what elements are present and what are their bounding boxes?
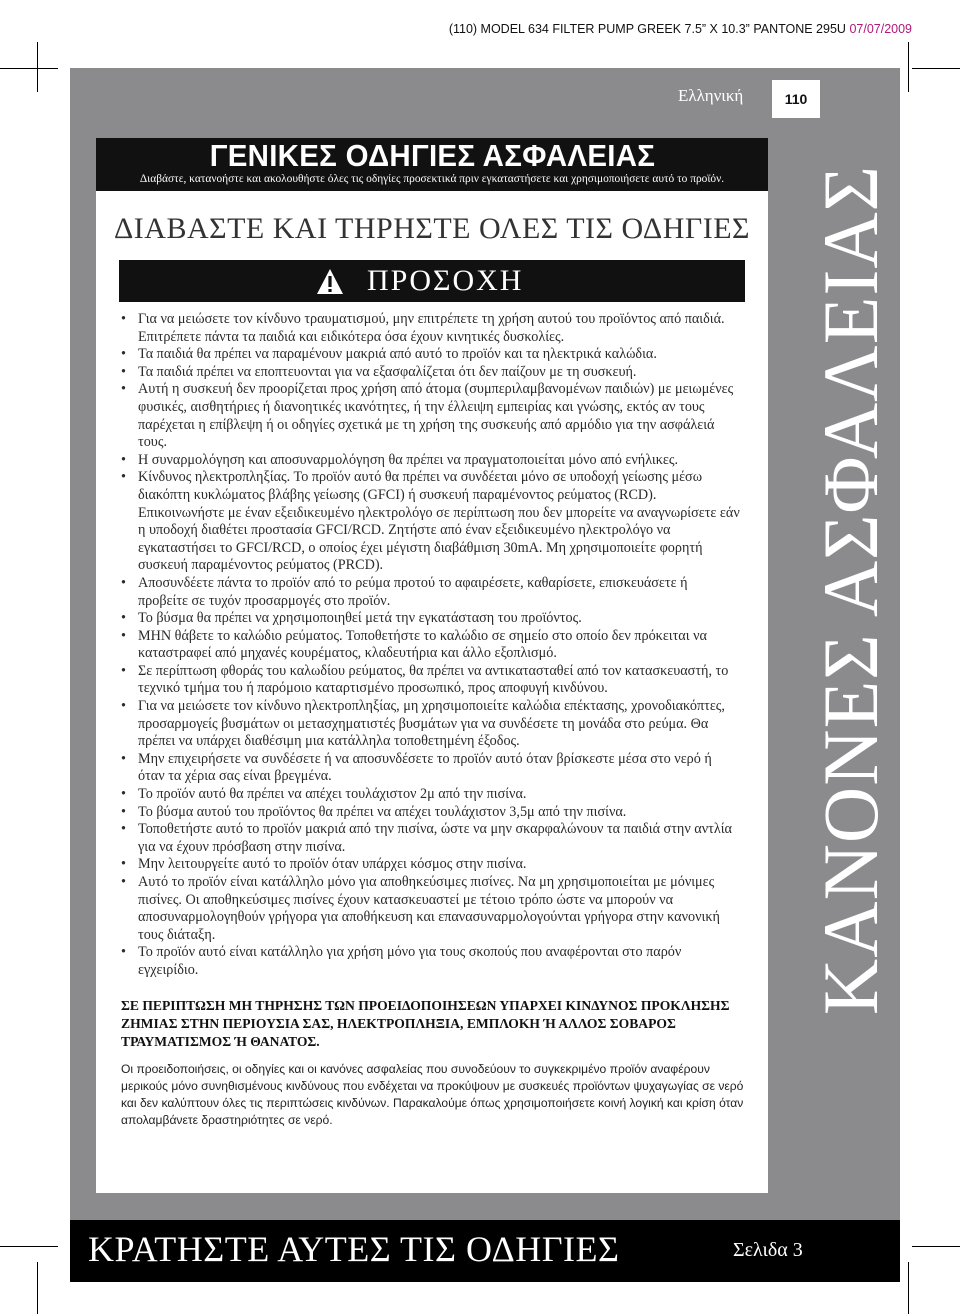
crop-mark bbox=[0, 68, 58, 69]
safety-bullet-item: • ΜΗΝ θάβετε το καλώδιο ρεύματος. Τοποθετήστε το καλώδιο σε σημείο στο οποίο δεν πρόκειται να καταστραφεί από μηχανές κουρέματος, κλαδευτήρια και άλλο εξοπλισμό. bbox=[119, 628, 740, 663]
crop-mark bbox=[912, 1246, 960, 1247]
read-all-instructions-title: ΔΙΑΒΑΣΤΕ ΚΑΙ ΤΗΡΗΣΤΕ ΟΛΕΣ ΤΙΣ ΟΔΗΓΙΕΣ bbox=[114, 212, 750, 245]
safety-bullet-item: • Αποσυνδέετε πάντα το προϊόν από το ρεύμα προτού το αφαιρέσετε, καθαρίσετε, επισκευάσετε ή προβείτε σε τυχόν προσαρμογές στο προϊόν. bbox=[119, 575, 740, 610]
print-info-text: (110) MODEL 634 FILTER PUMP GREEK 7.5” X 10.3” PANTONE 295U bbox=[448, 22, 846, 36]
safety-bullet-item: • Σε περίπτωση φθοράς του καλωδίου ρεύματος, θα πρέπει να αντικατασταθεί από τον κατασκευαστή, το τεχνικό τμήμα του ή παρόμοιο καταρτισμένο προσωπικό, προς αποφυγή κινδύνου. bbox=[119, 663, 740, 698]
print-date: 07/07/2009 bbox=[849, 22, 912, 36]
language-label: Ελληνική bbox=[678, 86, 744, 105]
safety-bullet-item: • Το προϊόν αυτό θα πρέπει να απέχει τουλάχιστον 2μ από την πισίνα. bbox=[119, 786, 740, 804]
page-number-badge: 110 bbox=[772, 80, 820, 118]
safety-bullet-item: • Τα παιδιά πρέπει να εποπτευονται για να εξασφαλίζεται ότι δεν παίζουν με τη συσκευή. bbox=[119, 364, 740, 382]
footer-bar bbox=[70, 1220, 900, 1282]
safety-bullet-list bbox=[119, 311, 740, 980]
final-disclaimer-text: Οι προειδοποιήσεις, οι οδηγίες και οι κανόνες ασφαλείας που συνοδεύουν το συγκεκριμένο προϊόν αναφέρουν μερικούς μόνο συνηθισμένους κινδύνους που ενδέχεται να προκύψουν με συσκευές προϊόντων ψυχαγωγίας σε νερό και δεν καλύπτουν όλες τις περιπτώσεις κινδύνων. Παρακαλούμε όπως χρησιμοποιήσετε κοινή λογική και κρίση όταν απολαμβάνετε δραστηριότητες σε νερό. bbox=[121, 1061, 744, 1128]
safety-bullet-item: • Κίνδυνος ηλεκτροπληξίας. Το προϊόν αυτό θα πρέπει να συνδέεται μόνο σε υποδοχή γείωσης μέσω διακόπτη κυκλώματος βλάβης γείωσης (GFCI) ή συσκευή παραμένοντος ρεύματος (RCD). Επικοινωνήστε με έναν εξειδικευμένο ηλεκτρολόγο σε περίπτωση που δεν μπορείτε να αναγνωρίσετε εάν η υποδοχή διαθέτει προστασία GFCI/RCD. Ζητήστε από έναν εξειδικευμένο ηλεκτρολόγο να εγκαταστήσει το GFCI/RCD, ο οποίος έχει μέγιστη διαβάθμιση 30mA. Μη χρησιμοποιείτε φορητή συσκευή παραμένοντος ρεύματος (PRCD). bbox=[119, 469, 740, 575]
safety-bullet-item: • Το προϊόν αυτό είναι κατάλληλο για χρήση μόνο για τους σκοπούς που αναφέρονται στο παρόν εγχειρίδιο. bbox=[119, 944, 740, 979]
crop-mark bbox=[37, 1262, 38, 1314]
side-title-container bbox=[806, 130, 896, 1050]
warning-triangle-icon bbox=[316, 268, 344, 296]
crop-mark bbox=[908, 1262, 909, 1314]
crop-mark bbox=[908, 42, 909, 92]
safety-bullet-item: • Η συναρμολόγηση και αποσυναρμολόγηση θα πρέπει να πραγματοποιείται μόνο από ενήλικες. bbox=[119, 452, 740, 470]
safety-bullet-item: • Αυτό το προϊόν είναι κατάλληλο μόνο για αποθηκεύσιμες πισίνες. Να μη χρησιμοποιείται με μόνιμες πισίνες. Οι αποθηκεύσιμες πισίνες έχουν κατασκευαστεί με τέτοιο τρόπο ώστε να μπορούν να αποσυναρμολογηθούν γρήγορα για αποθήκευση και επανασυναρμολογούνται γρήγορα στην κανονική τους διάταξη. bbox=[119, 874, 740, 944]
safety-bullet-item: • Τοποθετήστε αυτό το προϊόν μακριά από την πισίνα, ώστε να μην σκαρφαλώνουν τα παιδιά στην αντλία για να έχουν πρόσβαση στην πισίνα. bbox=[119, 821, 740, 856]
print-info-strip bbox=[449, 22, 912, 36]
safety-bullet-item: • Το βύσμα θα πρέπει να χρησιμοποιηθεί μετά την εγκατάσταση του προϊόντος. bbox=[119, 610, 740, 628]
crop-mark bbox=[912, 68, 960, 69]
final-warning-text: ΣΕ ΠΕΡΙΠΤΩΣΗ ΜΗ ΤΗΡΗΣΗΣ ΤΩΝ ΠΡΟΕΙΔΟΠΟΙΗΣΕΩΝ ΥΠΑΡΧΕΙ ΚΙΝΔΥΝΟΣ ΠΡΟΚΛΗΣΗΣ ΖΗΜΙΑΣ ΣΤΗΝ ΠΕΡΙΟΥΣΙΑ ΣΑΣ, ΗΛΕΚΤΡΟΠΛΗΞΙΑ, ΕΜΠΛΟΚΗ Ή ΑΛΛΟΣ ΣΟΒΑΡΟΣ ΤΡΑΥΜΑΤΙΣΜΟΣ Ή ΘΑΝΑΤΟΣ. bbox=[121, 997, 730, 1049]
crop-mark bbox=[37, 42, 38, 92]
caution-label: ΠΡΟΣΟΧΗ bbox=[367, 264, 524, 297]
caution-bar bbox=[119, 260, 745, 302]
safety-bullet-item: • Μην επιχειρήσετε να συνδέσετε ή να αποσυνδέσετε το προϊόν αυτό όταν βρίσκεστε μέσα στο νερό ή όταν τα χέρια σας είναι βρεγμένα. bbox=[119, 751, 740, 786]
footer-page-label: Σελιδα 3 bbox=[733, 1239, 803, 1261]
general-safety-title: ΓΕΝΙΚΕΣ ΟΔΗΓΙΕΣ ΑΣΦΑΛΕΙΑΣ bbox=[209, 138, 655, 173]
safety-bullet-item: • Για να μειώσετε τον κίνδυνο ηλεκτροπληξίας, μη χρησιμοποιείτε καλώδια επέκτασης, χρονοδιακόπτες, προσαρμογείς βυσμάτων οι μετασχηματιστές βυσμάτων για να συνδέσετε τη μονάδα στο ρεύμα. Θα πρέπει να υπάρχει διαθέσιμη μια κατάλληλα τοποθετημένη έξοδος. bbox=[119, 698, 740, 751]
footer-title: ΚΡΑΤΗΣΤΕ ΑΥΤΕΣ ΤΙΣ ΟΔΗΓΙΕΣ bbox=[88, 1229, 620, 1269]
safety-bullet-item: • Τα παιδιά θα πρέπει να παραμένουν μακριά από αυτό το προϊόν και τα ηλεκτρικά καλώδια. bbox=[119, 346, 740, 364]
side-title: ΚΑΝΟΝΕΣ ΑΣΦΑΛΕΙΑΣ bbox=[807, 164, 894, 1016]
general-safety-subtitle: Διαβάστε, κατανοήστε και ακολουθήστε όλες τις οδηγίες προσεκτικά πριν εγκαταστήσετε και χρησιμοποιήσετε αυτό το προϊόν. bbox=[139, 173, 725, 185]
crop-mark bbox=[0, 1246, 58, 1247]
safety-bullet-item: • Το βύσμα αυτού του προϊόντος θα πρέπει να απέχει τουλάχιστον 3,5μ από την πισίνα. bbox=[119, 804, 740, 822]
safety-content-box bbox=[96, 138, 768, 1193]
safety-bullet-item: • Για να μειώσετε τον κίνδυνο τραυματισμού, μην επιτρέπετε τη χρήση αυτού του προϊόντος από παιδιά. Επιτρέπετε πάντα τα παιδιά και ειδικότερα όσα έχουν κινητικές δυσκολίες. bbox=[119, 311, 740, 346]
safety-bullet-item: • Αυτή η συσκευή δεν προορίζεται προς χρήση από άτομα (συμπεριλαμβανομένων παιδιών) με μειωμένες φυσικές, αισθητήριες ή διανοητικές ικανότητες, ή την έλλειψη εμπειρίας και γνώσης, εκτός αν τους παρέχεται η επίβλεψη ή οι οδηγίες σχετικά με τη χρήση της συσκευής από αρμόδιο για την ασφάλειά τους. bbox=[119, 381, 740, 451]
safety-bullet-item: • Μην λειτουργείτε αυτό το προϊόν όταν υπάρχει κόσμος στην πισίνα. bbox=[119, 856, 740, 874]
general-safety-header bbox=[96, 138, 768, 191]
